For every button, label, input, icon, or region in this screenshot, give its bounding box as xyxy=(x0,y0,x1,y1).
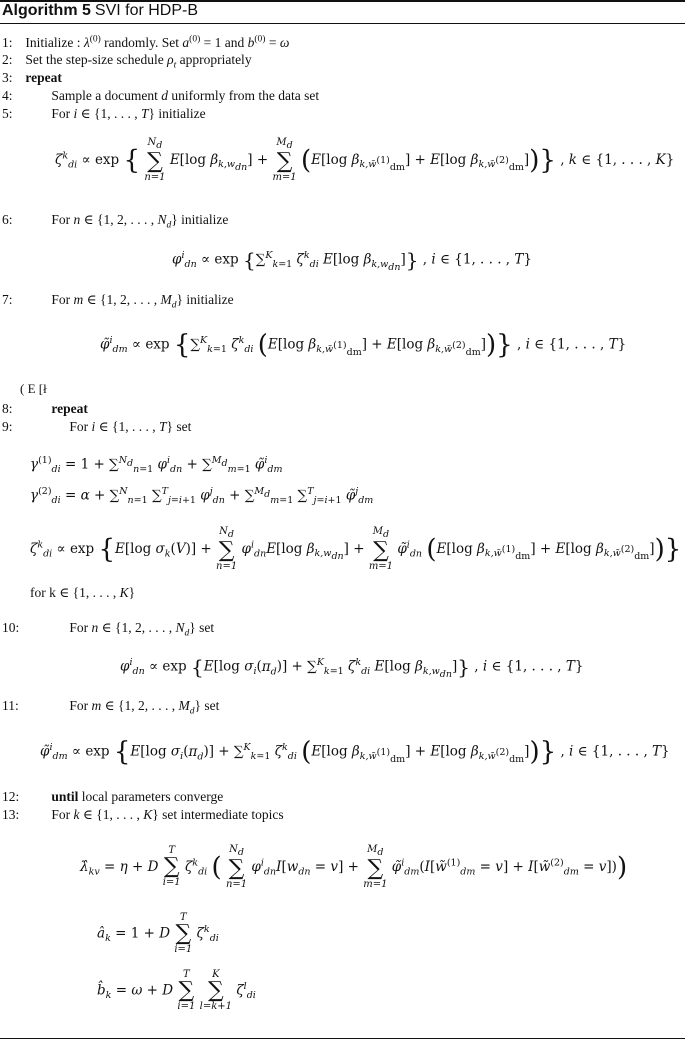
equation-a-hat: $â_k = 1 + D$ T ∑ i=1 $\zeta^k_{di}$ xyxy=(97,912,219,955)
algorithm-title: SVI for HDP-B xyxy=(94,2,199,19)
line-3 xyxy=(2,70,62,86)
line-12 xyxy=(2,789,223,805)
line-number: 13: xyxy=(2,807,20,822)
line-6-text: For n ∈ {1, 2, . . . , $N_d$} initialize xyxy=(51,212,229,231)
line-1-text: Initialize : $\lambda^{(0)}$ randomly. Set $a^{(0)} = 1$ and $b^{(0)} = \omega$ xyxy=(25,34,290,50)
line-4 xyxy=(2,88,319,104)
line-2-text: Set the step-size schedule $\rho_t$ appropriately xyxy=(25,52,252,71)
line-9-text: For i ∈ {1, . . . , T} set xyxy=(69,419,192,434)
for-k-line xyxy=(30,585,135,601)
line-2 xyxy=(2,52,252,71)
equation-gamma1: $\gamma^{(1)}_{di} = 1 + \sum^{N_d}_{n=1}$ $\varphi^i_{dn} + \sum^{M_d}_{m=1}$ φ̃$^i_{dm}$ xyxy=(30,455,283,476)
line-number: 7: xyxy=(2,292,13,307)
keyword-until: until xyxy=(51,789,79,804)
line-number: 3: xyxy=(2,70,13,85)
equation-zeta-update: $\zeta^k_{di} \propto \exp \{E[\log$ $\sigma_k(V)$] + $N_d$ ∑ n=1 $\varphi^i_{dn}E[\log$ $\beta_{k,w_{dn}}$] + $M_d$ ∑ m=1 φ̃$^i_{dn}$ (E[log $\beta_{k,w̃^{(1)}_{dm}}] + E[\log$ $\beta_{k,w̃^{(2)}_{dm}}$])} xyxy=(30,526,682,572)
line-number: 9: xyxy=(2,419,13,434)
for-k-text: for k ∈ {1, . . . , K} xyxy=(30,585,136,600)
line-5-text: For i ∈ {1, . . . , T} initialize xyxy=(51,106,206,121)
line-13 xyxy=(2,807,284,823)
line-13-text: For k ∈ {1, . . . , K} set intermediate topics xyxy=(51,807,284,822)
equation-phi-init: $\varphi^i_{dn} \propto \exp \{\sum^K_{k=1}$ $\zeta^k_{di}$ E[log $\beta_{k,w_{dn}}$]} , i ∈ {1, . . . , T} xyxy=(172,248,532,274)
equation-phi-update: $\varphi^i_{dn} \propto \exp \{E[\log$ $\sigma_i(\pi_d)] + \sum^K_{k=1}$ $\zeta^k_{di}$ E[log $\beta_{k,w_{dn}}$]} , i ∈ {1, . . . , T} xyxy=(120,655,584,681)
algorithm-label: Algorithm 5 xyxy=(2,2,91,19)
line-number: 2: xyxy=(2,52,13,67)
line-number: 8: xyxy=(2,401,13,416)
algorithm-header xyxy=(2,2,198,20)
line-5 xyxy=(2,106,206,122)
equation-b-hat: $b̂_k = \omega + D$ T ∑ i=1 K ∑ l=k+1 $\zeta^l_{di}$ xyxy=(97,969,256,1012)
line-number: 12: xyxy=(2,789,20,804)
line-number: 11: xyxy=(2,698,19,713)
line-4-text: Sample a document d uniformly from the data set xyxy=(51,88,320,103)
line-7 xyxy=(2,292,234,311)
equation-lambda-hat: $\lambdâ_{kv} = \eta + D$ T ∑ i=1 $\zeta^k_{di}$ ( $N_d$ ∑ n=1 $\varphi^i_{dn}I[w_{dn} = v]$ + $M_d$ ∑ m=1 φ̃$^i_{dm}$(I[w̃$^{(1)}_{dm}$ = v] + I[w̃$^{(2)}_{dm}$ = v])) xyxy=(80,844,628,890)
line-6 xyxy=(2,212,228,231)
header-rule xyxy=(0,23,685,24)
line-7-text: For m ∈ {1, 2, . . . , $M_d$} initialize xyxy=(51,292,234,311)
equation-zeta-init: $\zeta^k_{di} \propto \exp$ { $N_d$ ∑ n=1 E[log $\beta_{k,w_{dn}}$] + $M_d$ ∑ m=1 (E[log $\beta_{k,w̃^{(1)}_{dm}}] + E[\log$ $\beta_{k,w̃^{(2)}_{dm}}$])} , k ∈ {1, . . . , K} xyxy=(55,137,675,183)
line-12-text: local parameters converge xyxy=(81,789,224,804)
line-number: 6: xyxy=(2,212,13,227)
line-1 xyxy=(2,34,289,51)
line-11 xyxy=(2,698,219,717)
line-number: 4: xyxy=(2,88,13,103)
line-10 xyxy=(2,620,214,639)
line-9 xyxy=(2,419,191,435)
stray-fragment: ( E [ł xyxy=(20,381,47,396)
line-number: 5: xyxy=(2,106,13,121)
equation-gamma2: $\gamma^{(2)}_{di} = \alpha + \sum^N_{n=1}$ ∑$^T_{j=i+1}$ $\varphi^j_{dn} + \sum^{M_d}_{m=1}$ ∑$^T_{j=i+1}$ φ̃$^j_{dm}$ xyxy=(30,486,374,507)
line-number: 1: xyxy=(2,34,13,50)
line-8 xyxy=(2,401,88,417)
equation-phitilde-update: φ̃$^i_{dm}$ ∝ exp {E[log $\sigma_i(\pi_d)] + \sum^K_{k=1}$ $\zeta^k_{di}$ (E[log $\beta_{k,w̃^{(1)}_{dm}}] + E[\log$ $\beta_{k,w̃^{(2)}_{dm}}$])} , i ∈ {1, . . . , T} xyxy=(40,737,670,767)
line-number: 10: xyxy=(2,620,20,635)
line-11-text: For m ∈ {1, 2, . . . , $M_d$} set xyxy=(69,698,220,717)
bottom-rule xyxy=(0,1038,685,1039)
keyword-repeat: repeat xyxy=(51,401,88,416)
equation-phitilde-init: φ̃$^i_{dm}$ ∝ exp {∑$^K_{k=1}$ $\zeta^k_{di}$ (E[log $\beta_{k,w̃^{(1)}_{dm}}] + E[\log$ $\beta_{k,w̃^{(2)}_{dm}}$])} , i ∈ {1, . . . , T} xyxy=(100,330,627,360)
line-10-text: For n ∈ {1, 2, . . . , $N_d$} set xyxy=(69,620,215,639)
keyword-repeat: repeat xyxy=(25,70,62,85)
